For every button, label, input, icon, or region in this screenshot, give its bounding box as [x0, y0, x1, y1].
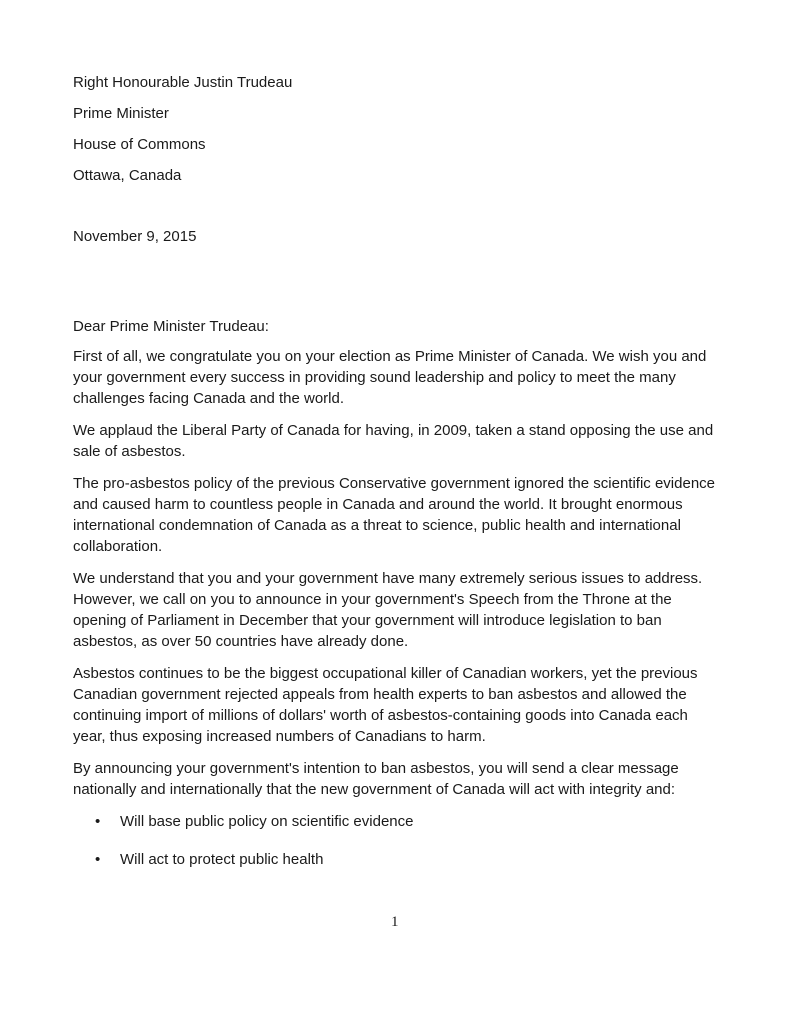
- bullet-item: [73, 811, 723, 849]
- paragraph: The pro-asbestos policy of the previous Conservative government ignored the scientific evidence and caused harm to countless people in Canada and around the world. It brought enormous international condemnation of Canada as a threat to science, public health and international collaboration.: [73, 475, 716, 555]
- recipient-name: Right Honourable Justin Trudeau: [73, 74, 293, 91]
- bullet-text: Will act to protect public health: [120, 851, 324, 868]
- bullet-icon: •: [95, 813, 101, 830]
- recipient-city: Ottawa, Canada: [73, 167, 182, 184]
- paragraph: First of all, we congratulate you on your election as Prime Minister of Canada. We wish you and your government every success in providing sound leadership and policy to meet the many challenges facing Canada and the world.: [73, 348, 707, 407]
- paragraph: We understand that you and your government have many extremely serious issues to address. However, we call on you to announce in your government's Speech from the Throne at the opening of Parliament in December that your government will introduce legislation to ban asbestos, as over 50 countries have already done.: [73, 570, 703, 650]
- salutation: Dear Prime Minister Trudeau:: [73, 318, 269, 335]
- paragraph: We applaud the Liberal Party of Canada for having, in 2009, taken a stand opposing the use and sale of asbestos.: [73, 422, 714, 460]
- bullet-icon: •: [95, 851, 101, 868]
- paragraph: By announcing your government's intention to ban asbestos, you will send a clear message nationally and internationally that the new government of Canada will act with integrity and:: [73, 760, 679, 798]
- recipient-title: Prime Minister: [73, 105, 169, 122]
- recipient-office: House of Commons: [73, 136, 206, 153]
- page-number: 1: [391, 914, 399, 930]
- bullet-text: Will base public policy on scientific evidence: [120, 813, 414, 830]
- bullet-list: [73, 811, 723, 887]
- recipient-address: [73, 74, 292, 198]
- paragraph: Asbestos continues to be the biggest occupational killer of Canadian workers, yet the previous Canadian government rejected appeals from health experts to ban asbestos and allowed the continuing import of millions of dollars' worth of asbestos-containing goods into Canada each year, thus exposing increased numbers of Canadians to harm.: [73, 665, 698, 745]
- letter-date: November 9, 2015: [73, 228, 197, 245]
- letter-body: [73, 316, 723, 887]
- bullet-item: [73, 849, 723, 887]
